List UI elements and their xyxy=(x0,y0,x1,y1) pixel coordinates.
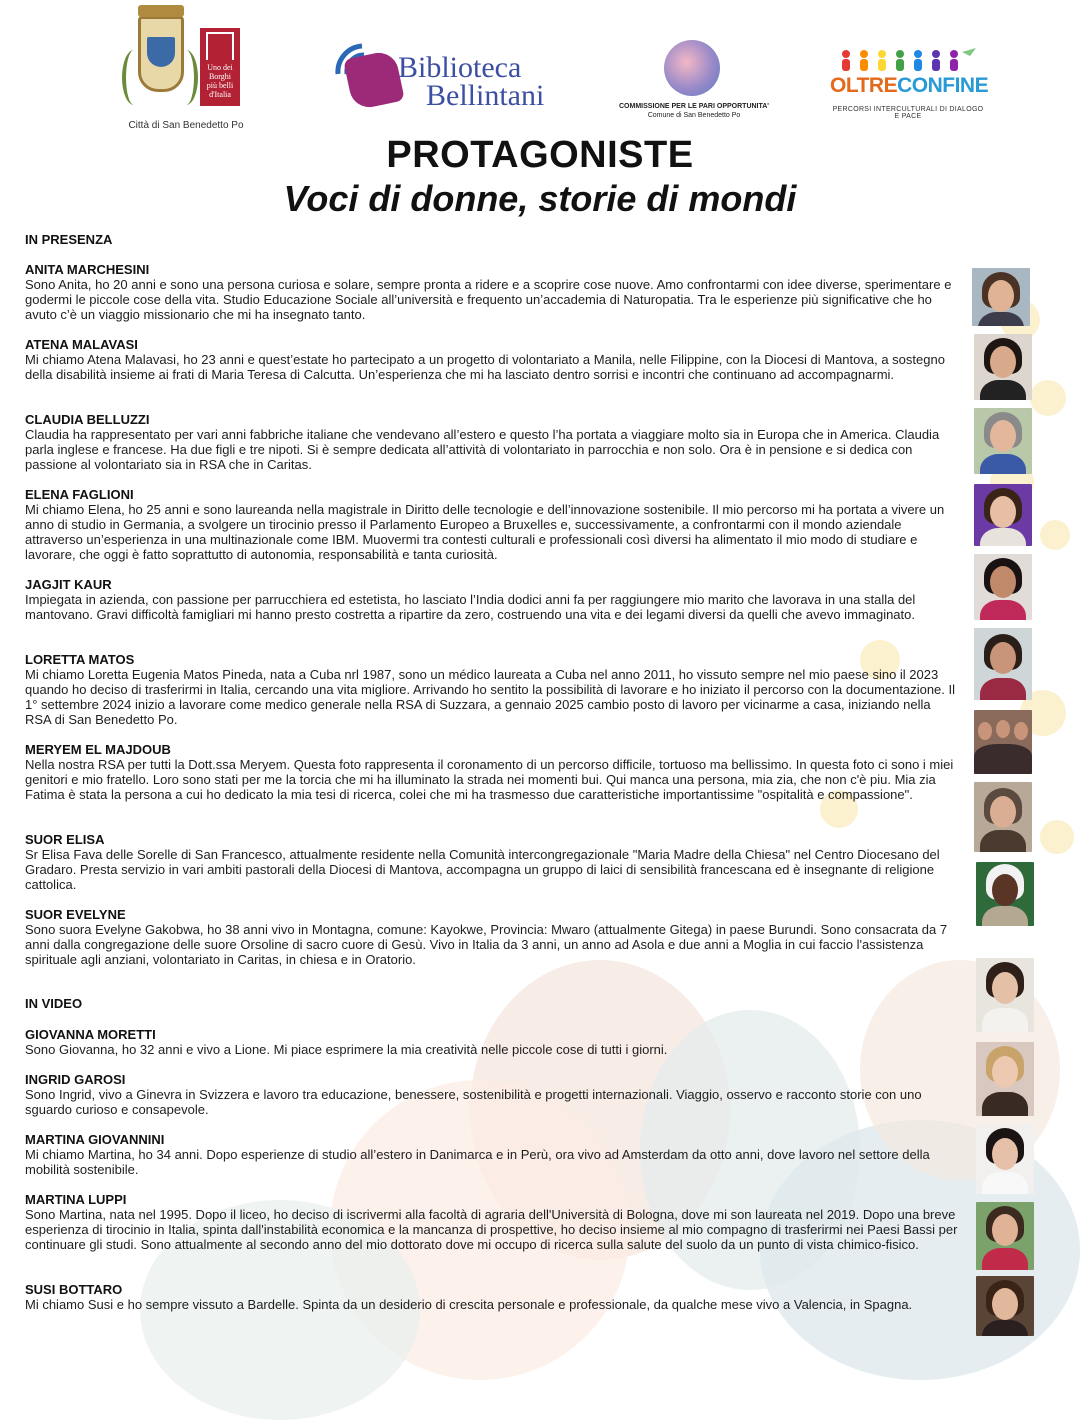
biblioteca-hand-icon xyxy=(343,49,405,111)
protagonist-entry xyxy=(25,412,960,472)
protagonist-name: GIOVANNA MORETTI xyxy=(25,1027,156,1042)
protagonist-entry xyxy=(25,907,960,967)
group-photo xyxy=(974,710,1032,774)
protagonist-name: MARTINA LUPPI xyxy=(25,1192,127,1207)
protagonist-name: JAGJIT KAUR xyxy=(25,577,112,592)
protagonist-bio: Sono Ingrid, vivo a Ginevra in Svizzera e lavoro tra educazione, benessere, sostenibilità e progetti internazionali. Viaggio, osservo e racconto storie con uno sguardo curioso e consapevole. xyxy=(25,1087,922,1117)
portrait-photo xyxy=(976,862,1034,926)
protagonist-entry xyxy=(25,1072,960,1117)
biblioteca-logo-text: Biblioteca Bellintani xyxy=(398,51,545,112)
protagonist-entry xyxy=(25,832,960,892)
protagonist-name: ANITA MARCHESINI xyxy=(25,262,150,277)
portrait-photo xyxy=(974,782,1032,852)
portrait-photo xyxy=(976,1124,1034,1194)
protagonist-bio: Sono suora Evelyne Gakobwa, ho 38 anni vivo in Montagna, comune: Kayokwe, Provincia: Mwaro (attualmente Gitega) in paese Burundi. Sono consacrata da 7 anni dalla congregazione delle suore Orsoline di sacro cuore di Gesù. Vivo in Italia da 3 anni, un anno ad Asola e due anni a Moglia in cui faccio l'assistenza spirituale agli anziani, volontariato in Caritas, in chiesa e in Oratorio. xyxy=(25,922,948,967)
san-benedetto-crest-icon xyxy=(138,16,184,92)
protagonist-entry xyxy=(25,652,960,727)
protagonist-entry xyxy=(25,1027,960,1057)
protagonist-bio: Impiegata in azienda, con passione per parrucchiera ed estetista, ho lasciato l’India dodici anni fa per raggiungere mio marito che lavorava in una stalla del mantovano. Gravi difficoltà famigliari mi hanno presto costretta a ripartire da zero, costruendo una vita e dei legami diversi da quelli che avevo immaginato. xyxy=(25,592,916,622)
tower-icon xyxy=(206,32,234,60)
mimosa-flower xyxy=(1030,380,1066,416)
protagonist-name: LORETTA MATOS xyxy=(25,652,135,667)
protagonist-bio: Nella nostra RSA per tutti la Dott.ssa Meryem. Questa foto rappresenta il coronamento di un percorso difficile, tortuoso ma bellissimo. In questa foto ci sono i miei genitori e mio fratello. Loro sono stati per me la torcia che mi ha illuminato la strada nei momenti bui. Qui manca una persona, mia zia, che non c'è piu. Mia zia Fatima è stata la persona a cui ho dedicato la mia tesi di ricerca, colei che mi ha trasmesso due caratteristiche importantissime "ospitalità e compassione". xyxy=(25,757,954,802)
protagonist-bio: Mi chiamo Susi e ho sempre vissuto a Bardelle. Spinta da un desiderio di crescita personale e professionale, da qualche mese vivo a Valencia, in Spagna. xyxy=(25,1297,913,1312)
protagonist-bio: Sono Giovanna, ho 32 anni e vivo a Lione. Mi piace esprimere la mia creatività nelle piccole cose di tutti i giorni. xyxy=(25,1042,668,1057)
protagonist-name: SUSI BOTTARO xyxy=(25,1282,123,1297)
yarn-ball-icon xyxy=(664,40,720,96)
protagonist-bio: Claudia ha rappresentato per vari anni fabbriche italiane che vendevano all’estero e questo l’ha portata a viaggiare molto sia in Europa che in America. Claudia parla inglese e francese. Ha due figli e tre nipoti. Si è sempre dedicata all’attività di volontariato in parrocchia e non solo. Ora è in pensione e si dedica con passione al volontariato sia in RSA che in Caritas. xyxy=(25,427,940,472)
protagonist-name: MERYEM EL MAJDOUB xyxy=(25,742,171,757)
people-chain-icon xyxy=(838,48,978,72)
mimosa-flower xyxy=(1040,820,1074,854)
protagonist-name: INGRID GAROSI xyxy=(25,1072,126,1087)
protagonist-entry xyxy=(25,742,960,802)
protagonist-entry xyxy=(25,262,960,322)
portrait-photo xyxy=(974,408,1032,474)
oltreconfine-subtitle: PERCORSI INTERCULTURALI DI DIALOGO E PACE xyxy=(832,106,984,120)
mimosa-flower xyxy=(1040,520,1070,550)
protagonist-name: MARTINA GIOVANNINI xyxy=(25,1132,165,1147)
citta-label: Città di San Benedetto Po xyxy=(128,120,244,131)
commissione-logo-text: COMMISSIONE PER LE PARI OPPORTUNITA' Comune di San Benedetto Po xyxy=(619,103,769,119)
protagonist-entry xyxy=(25,1132,960,1177)
portrait-photo xyxy=(974,334,1032,400)
protagonist-entry xyxy=(25,1282,960,1312)
protagonist-entry xyxy=(25,487,960,562)
protagonist-bio: Mi chiamo Loretta Eugenia Matos Pineda, nata a Cuba nrl 1987, sono un médico laureata a Cuba nel anno 2011, ho vissuto sempre nel mio paese sino il 2023 quando ho deciso di trasferirmi in Italia, cercando una vita migliore. Arrivando ho sentito la possibilità di lavorare e ho iniziato il percorso con la documentazione. Il 1° settembre 2024 inizio a lavorare come medico generale nella RSA di Suzzara, a gennaio 2025 cambio posto di lavoro per vicinarme a casa, iniziando nella RSA di San Benedetto Po. xyxy=(25,667,956,727)
portrait-photo xyxy=(976,1202,1034,1270)
page-subtitle: Voci di donne, storie di mondi xyxy=(283,178,797,219)
portrait-photo xyxy=(974,628,1032,700)
protagonist-name: ATENA MALAVASI xyxy=(25,337,138,352)
borghi-badge: Uno dei Borghi più belli d'Italia xyxy=(200,28,240,106)
section-heading-video: IN VIDEO xyxy=(25,996,83,1011)
portrait-photo xyxy=(976,1276,1034,1336)
protagonist-entry xyxy=(25,577,960,622)
logo-strip xyxy=(0,10,1080,135)
protagonist-name: SUOR EVELYNE xyxy=(25,907,126,922)
protagonist-name: ELENA FAGLIONI xyxy=(25,487,134,502)
protagonist-bio: Mi chiamo Atena Malavasi, ho 23 anni e quest’estate ho partecipato a un progetto di volontariato a Manila, nelle Filippine, con la Diocesi di Mantova, a sostegno della disabilità insieme ai frati di Maria Teresa di Calcutta. Un’esperienza che mi ha lasciato dentro sorrisi e incontri che continuano ad accompagnarmi. xyxy=(25,352,945,382)
crown-icon xyxy=(138,5,184,17)
protagonist-name: CLAUDIA BELLUZZI xyxy=(25,412,150,427)
protagonist-bio: Sono Martina, nata nel 1995. Dopo il liceo, ho deciso di iscrivermi alla facoltà di agraria dell'Università di Bologna, dove mi son laureata nel 2019. Dopo una breve esperienza di tirocinio in Italia, spinta dall'instabilità economica e la mancanza di prospettive, ho deciso insieme al mio compagno di trasferirmi nei Paesi Bassi per continuare gli studi. Sono attualmente al secondo anno del mio dottorato dove mi occupo di ricerca sulla salute del suolo da un punto di vista chimico-fisico. xyxy=(25,1207,958,1252)
protagonist-entry xyxy=(25,337,960,382)
oltreconfine-logo-text: OLTRECONFINE xyxy=(830,74,989,97)
portrait-photo xyxy=(976,958,1034,1032)
portrait-photo xyxy=(974,484,1032,546)
portrait-photo xyxy=(974,554,1032,620)
protagonist-bio: Mi chiamo Martina, ho 34 anni. Dopo esperienze di studio all’estero in Danimarca e in Perù, ora vivo ad Amsterdam da otto anni, dove lavoro nel settore della mobilità sostenibile. xyxy=(25,1147,930,1177)
protagonist-bio: Mi chiamo Elena, ho 25 anni e sono laureanda nella magistrale in Diritto delle tecnologie e dell’innovazione sostenibile. Il mio percorso mi ha portata a vivere un anno di studio in Germania, a svolgere un tirocinio presso il Parlamento Europeo a Bruxelles e, successivamente, a confrontarmi con il mondo aziendale attraverso un’esperienza in una multinazionale come IBM. Muovermi tra contesti culturali e professionali così diversi ha alimentato il mio modo di studiare e lavorare, che oggi è fatto soprattutto di autonomia, responsabilità e tanta curiosità. xyxy=(25,502,945,562)
protagonist-name: SUOR ELISA xyxy=(25,832,105,847)
portrait-photo xyxy=(972,268,1030,326)
protagonist-entry xyxy=(25,1192,960,1252)
section-heading-presenza: IN PRESENZA xyxy=(25,232,113,247)
protagonist-bio: Sono Anita, ho 20 anni e sono una persona curiosa e solare, sempre pronta a ridere e a scoprire cose nuove. Amo confrontarmi con idee diverse, sperimentare e godermi le piccole cose della vita. Studio Educazione Sociale all’università e frequento un’accademia di Naturopatia. Tra le esperienze più significative che ho avuto c’è un viaggio missionario che mi ha insegnato tanto. xyxy=(25,277,952,322)
protagonist-bio: Sr Elisa Fava delle Sorelle di San Francesco, attualmente residente nella Comunità intercongregazionale "Maria Madre della Chiesa" nel Centro Diocesano del Gradaro. Presta servizio in vari ambiti pastorali della Diocesi di Mantova, accompagna un gruppo di laici di sensibilità francescana ed è insegnante di religione cattolica. xyxy=(25,847,940,892)
page-title: PROTAGONISTE xyxy=(386,134,694,176)
portrait-photo xyxy=(976,1042,1034,1116)
